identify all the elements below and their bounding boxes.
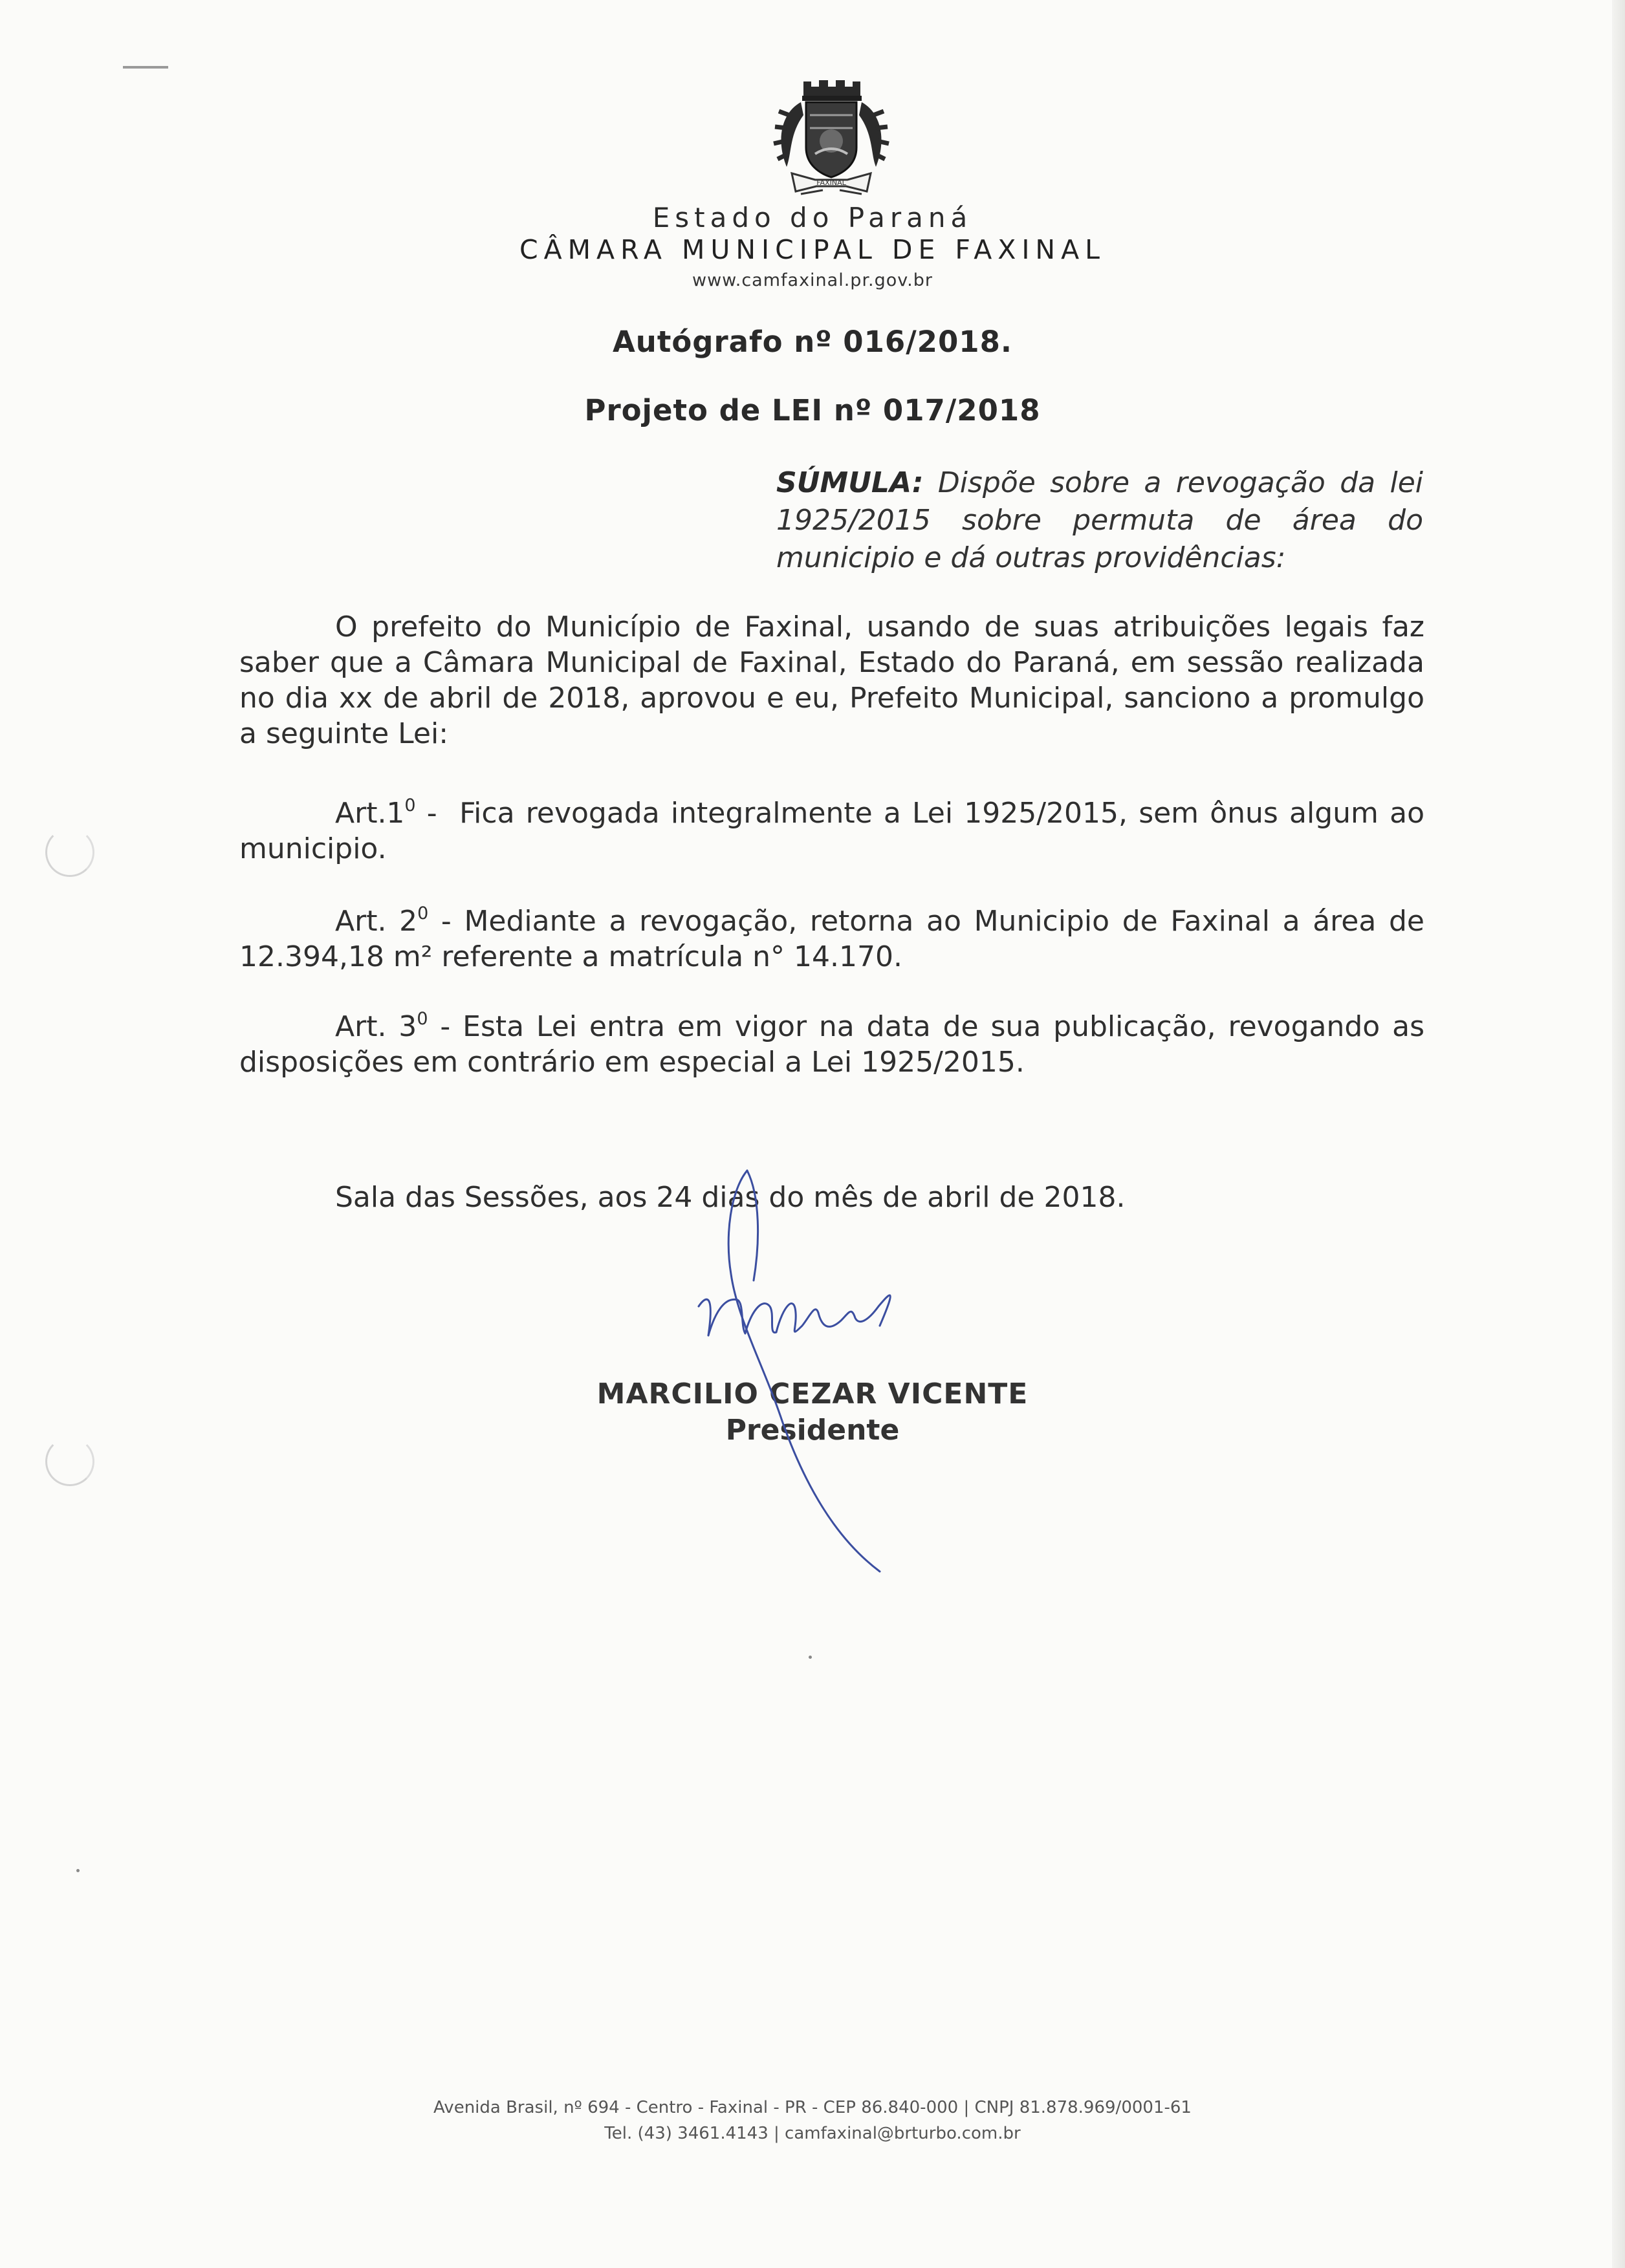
punch-hole xyxy=(45,1437,94,1486)
article-text: Esta Lei entra em vigor na data de sua publicação, revogando as disposições em contrário em especial a Lei 1925/2015. xyxy=(239,1010,1424,1079)
chamber-name: CÂMARA MUNICIPAL DE FAXINAL xyxy=(519,234,1106,265)
footer-contact: Tel. (43) 3461.4143 | camfaxinal@brturbo.com.br xyxy=(604,2124,1021,2143)
article-1 xyxy=(239,788,1424,867)
intro-text: O prefeito do Município de Faxinal, usando de suas atribuições legais faz saber que a Câmara Municipal de Faxinal, Estado do Paraná, em sessão realizada no dia xx de abril de 2018, aprovou e eu, Prefeito Municipal, sanciono a promulgo a seguinte Lei: xyxy=(239,610,1424,750)
summary-block xyxy=(776,464,1423,577)
footer-address: Avenida Brasil, nº 694 - Centro - Faxinal - PR - CEP 86.840-000 | CNPJ 81.878.969/0001-61 xyxy=(433,2098,1192,2117)
article-label: Art. 2 xyxy=(335,905,418,938)
autografo-number: Autógrafo nº 016/2018. xyxy=(612,325,1012,359)
article-ordinal: 0 xyxy=(404,795,416,815)
signer-name: MARCILIO CEZAR VICENTE xyxy=(596,1377,1029,1410)
article-separator: - xyxy=(415,797,437,830)
article-text: Mediante a revogação, retorna ao Municipio de Faxinal a área de 12.394,18 m² referente a matrícula n° 14.170. xyxy=(239,905,1424,973)
article-2 xyxy=(239,896,1424,975)
state-name: Estado do Paraná xyxy=(652,202,973,233)
article-3 xyxy=(239,1001,1424,1080)
summary-label: SÚMULA: xyxy=(776,466,924,499)
article-label: Art. 3 xyxy=(335,1010,417,1043)
signer-role: Presidente xyxy=(725,1414,900,1447)
article-separator: - xyxy=(428,1010,451,1043)
municipal-crest-logo xyxy=(763,76,899,202)
punch-hole xyxy=(45,828,94,877)
article-label: Art.1 xyxy=(335,797,405,830)
bill-number: Projeto de LEI nº 017/2018 xyxy=(584,393,1041,427)
article-separator: - xyxy=(428,905,452,938)
article-ordinal: 0 xyxy=(417,903,429,923)
scan-speck xyxy=(76,1869,80,1872)
scan-mark xyxy=(123,66,168,69)
intro-paragraph xyxy=(239,609,1424,751)
article-ordinal: 0 xyxy=(417,1009,428,1029)
website-link[interactable]: www.camfaxinal.pr.gov.br xyxy=(692,270,933,290)
closing-line: Sala das Sessões, aos 24 dias do mês de abril de 2018. xyxy=(335,1181,1126,1214)
article-text: Fica revogada integralmente a Lei 1925/2015, sem ônus algum ao municipio. xyxy=(239,797,1424,865)
summary-text: Dispõe sobre a revogação da lei 1925/2015 sobre permuta de área do municipio e dá outras providências: xyxy=(776,466,1423,574)
scan-speck xyxy=(809,1656,812,1659)
handwritten-signature xyxy=(686,1151,957,1604)
crest-banner-text: FAXINAL xyxy=(816,178,846,187)
